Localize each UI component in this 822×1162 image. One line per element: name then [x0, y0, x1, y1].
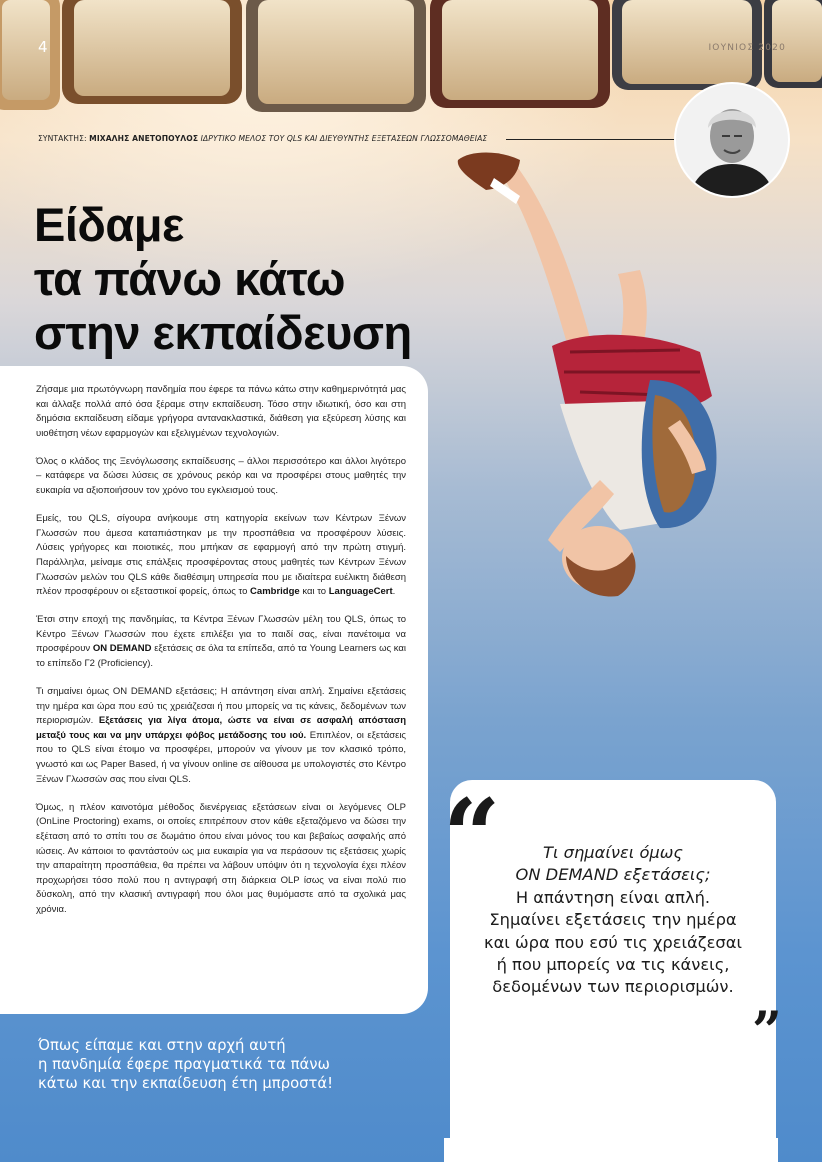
- bold-text: ON DEMAND: [92, 643, 152, 655]
- paragraph: [36, 685, 406, 787]
- paragraph: Όμως, η πλέον καινοτόμα μέθοδος διενέργειας εξετάσεων είναι οι λεγόμενες OLP (OnLine Proctoring) exams, οι οποίες επιτρέπουν στον κάθε εξεταζόμενο να δώσει την εξέταση από το σπίτι του σε δωμάτιο όπου είναι μόνος του και βεβαίως ασφαλής από ιώσεις. Αν κάποιοι το φαντάστούν ως μια ευκαιρία για να περάσουν τις εξετάσεις χωρίς την απαραίτητη προσπάθεια, θα πρέπει να λάβουν υπόψιν ότι η τεχνολογία έχει πλέον προχωρήσει τόσο πολύ που η αντιγραφή στη διάρκεια OLP ίσως να είναι πολύ πιο δύσκολη, από την κλασική αντιγραφή που όλοι μας θυμόμαστε από τα σχολικά μας χρόνια.: [36, 801, 406, 915]
- pull-quote-line: Η απάντηση είναι απλή.: [515, 887, 711, 907]
- byline: [38, 134, 508, 143]
- title-line: Είδαμε: [34, 198, 184, 251]
- close-quote-icon: ”: [752, 1001, 782, 1062]
- issue-date: ΙΟΥΝΙΟΣ 2020: [708, 43, 786, 53]
- pull-quote-line: Τι σημαίνει όμως: [543, 843, 683, 862]
- pull-quote-line: δεδομένων των περιορισμών.: [492, 977, 734, 997]
- page-number: 4: [38, 38, 48, 56]
- paragraph-text: Εμείς, του QLS, σίγουρα ανήκουμε στη κατηγορία εκείνων των Κέντρων Ξένων Γλωσσών που άμεσα καταπιάστηκαν με την προσπάθεια να προσφέρουν λύσεις. Λύσεις γρήγορες και ποιοτικές, που μπήκαν σε εφαρμογή από την πρώτη στιγμή. Παράλληλα, μείναμε στις επάλξεις προσφέροντας στους μαθητές των Κέντρων Ξένων Γλωσσών μελών του QLS κάθε διαθέσιμη υπηρεσία που με ιδιαίτερα ευέλικτη διάθεση πλέον προσφέρουν οι εξεταστικοί φορείς, όπως το: [36, 513, 406, 598]
- author-name: ΜΙΧΑΛΗΣ ΑΝΕΤΟΠΟΥΛΟΣ: [89, 134, 199, 143]
- byline-label: ΣΥΝΤΑΚΤΗΣ:: [38, 134, 87, 143]
- paragraph-text: Επιπλέον, οι εξετάσεις που το QLS είναι έτοιμο να προσφέρει, μπορούν να γίνουν με τον κλασικό τρόπο, γνωστό και ως Paper Based, ή να γίνουν online σε αίθουσα με υπολογιστές στο Κέντρο Ξένων Γλωσσών σας που είναι QLS.: [36, 729, 407, 785]
- bold-text: LanguageCert: [328, 586, 393, 598]
- author-role: ΙΔΡΥΤΙΚΟ ΜΕΛΟΣ ΤΟΥ QLS ΚΑΙ ΔΙΕΥΘΥΝΤΗΣ ΕΞΕΤΑΣΕΩΝ ΓΛΩΣΣΟΜΑΘΕΙΑΣ: [200, 134, 488, 143]
- paragraph: [36, 613, 406, 671]
- article-body: [0, 366, 428, 1014]
- pull-quote: [455, 842, 771, 999]
- pull-quote-line: και ώρα που εσύ τις χρειάζεσαι: [483, 932, 742, 952]
- byline-divider: [506, 139, 678, 140]
- paragraph-text: Τι σημαίνει όμως ON DEMAND εξετάσεις; Η απάντηση είναι απλή. Σημαίνει εξετάσεις την ημέρα και ώρα που εσύ τις χρειάζεσαι ή που μπορείς να τις κάνεις, δεδομένων των περιορισμών.: [36, 686, 406, 727]
- article-title: [34, 198, 454, 360]
- closing-line: η πανδημία έφερε πραγματικά τα πάνω: [38, 1056, 330, 1073]
- paragraph-text: Έτσι στην εποχή της πανδημίας, τα Κέντρα Ξένων Γλωσσών μέλη του QLS, όπως το Κέντρο Ξένων Γλωσσών που έχετε επιλέξει για το παιδί σας, είναι πανέτοιμα να προσφέρουν: [36, 614, 406, 655]
- paragraph: Εμείς, του QLS, σίγουρα ανήκουμε στη κατηγορία εκείνων των Κέντρων Ξένων Γλωσσών που άμεσα καταπιάστηκαν με την προσπάθεια να προσφέρουν λύσεις. Λύσεις γρήγορες και ποιοτικές, που μπήκαν σε εφαρμογή από την πρώτη στιγμή. Παράλληλα, μείναμε στις επάλξεις προσφέροντας στους μαθητές των Κέντρων Ξένων Γλωσσών μελών του QLS κάθε διαθέσιμη υπηρεσία που με ιδιαίτερα ευέλικτη διάθεση πλέον προσφέρουν οι εξεταστικοί φορείς, όπως το Cambridge και το LanguageCert.: [36, 513, 406, 598]
- closing-statement: [38, 1036, 418, 1093]
- paragraph: Όλος ο κλάδος της Ξενόγλωσσης εκπαίδευσης – άλλοι περισσότερο και άλλοι λιγότερο – κατάφερε να δώσει λύσεις σε χρόνους ρεκόρ και να προσφέρει στους μαθητές την ευκαιρία να αξιοποιήσουν τον χρόνο του εγκλεισμού τους.: [36, 455, 406, 497]
- pull-quote-line: ή που μπορείς να τις κάνεις,: [496, 955, 730, 975]
- paragraph: Ζήσαμε μια πρωτόγνωρη πανδημία που έφερε τα πάνω κάτω στην καθημερινότητά μας και άλλαξε πολλά από όσα ξέραμε στην εκπαίδευση. Τόσο στην ιδιωτική, όσο και στη δημόσια εκπαίδευση είδαμε γρήγορα αντανακλαστικά, διάθεση για εξεύρεση λύσης και υιοθέτηση νέων εφαρμογών και εξελιγμένων τεχνολογιών.: [36, 384, 406, 439]
- closing-line: κάτω και την εκπαίδευση έτη μπροστά!: [38, 1075, 334, 1092]
- closing-line: Όπως είπαμε και στην αρχή αυτή: [38, 1037, 286, 1054]
- bold-text: Εξετάσεις για λίγα άτομα, ώστε να είναι σε ασφαλή απόσταση μεταξύ τους και να μην υπάρχει φόβος μετάδοσης του ιού.: [36, 715, 406, 741]
- bold-text: Cambridge: [250, 586, 300, 598]
- title-line: στην εκπαίδευση: [34, 306, 412, 359]
- open-quote-icon: “: [443, 777, 501, 895]
- paragraph-text: εξετάσεις σε όλα τα επίπεδα, από τα Young Learners ως και το επίπεδο Γ2 (Proficiency).: [36, 643, 407, 669]
- title-line: τα πάνω κάτω: [34, 252, 345, 305]
- pull-quote-line: Σημαίνει εξετάσεις την ημέρα: [489, 910, 737, 930]
- paragraph-text: και το: [302, 586, 327, 598]
- pull-quote-line: ON DEMAND εξετάσεις;: [515, 865, 711, 885]
- author-avatar: [676, 84, 788, 196]
